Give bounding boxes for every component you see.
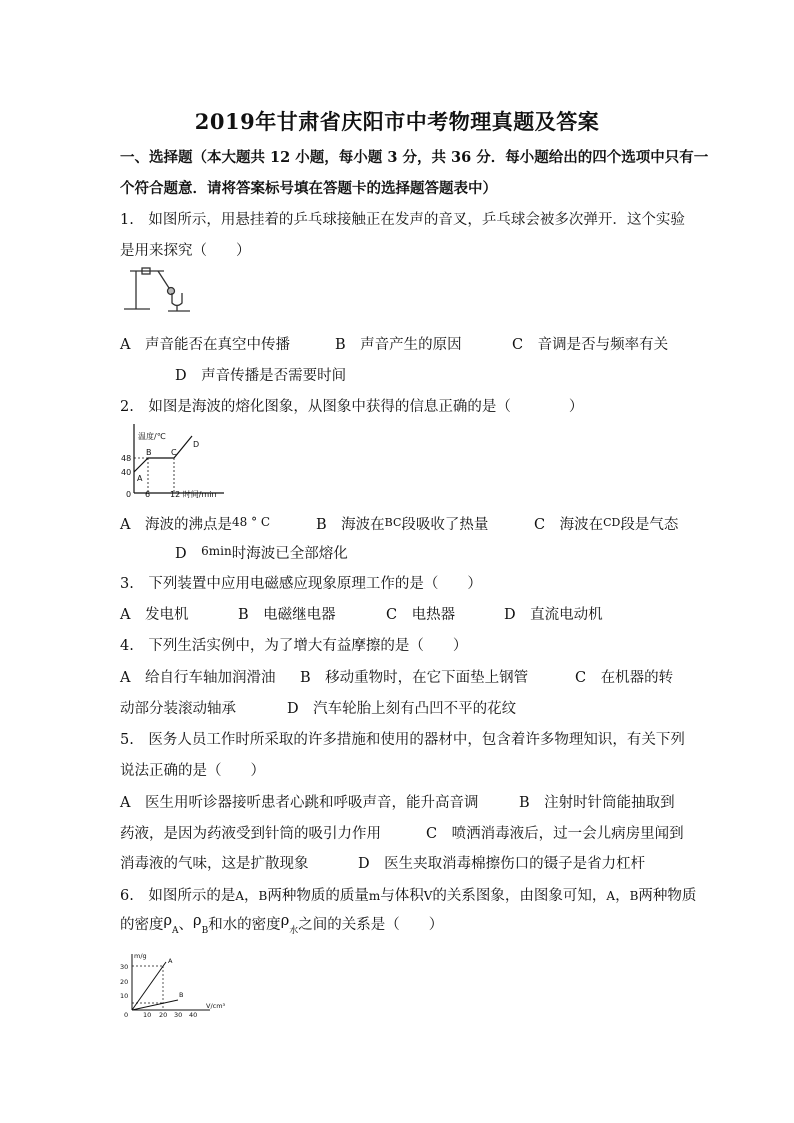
melting-tick-6: 6 bbox=[145, 490, 151, 499]
q2-option-d-text: D bbox=[175, 546, 202, 562]
q5-stem-line2: 说法正确的是（ ） bbox=[120, 763, 265, 779]
q2-option-c-var: CD bbox=[603, 516, 621, 529]
q2-option-c-post: 段是气态 bbox=[620, 517, 679, 533]
q3-option-b: B 电磁继电器 bbox=[238, 607, 336, 623]
mv-tick-y10: 10 bbox=[120, 992, 129, 1000]
mv-tick-x30: 30 bbox=[174, 1011, 183, 1019]
mv-tick-x10: 10 bbox=[143, 1011, 152, 1019]
q2-option-a bbox=[120, 513, 270, 534]
mv-x-label: V/cm³ bbox=[206, 1002, 226, 1010]
melting-point-b: B bbox=[146, 448, 152, 457]
mass-volume-graph bbox=[118, 950, 234, 1020]
q2-option-b-post: 段吸收了热量 bbox=[401, 517, 489, 533]
q3-option-c: C 电热器 bbox=[386, 607, 456, 623]
q2-option-d-var: 6min bbox=[201, 544, 232, 558]
tuning-fork-figure bbox=[120, 263, 200, 313]
q5-stem-line1: 5. 医务人员工作时所采取的许多措施和使用的器材中，包含着许多物理知识，有关下列 bbox=[120, 732, 685, 748]
q6-sub-w: 水 bbox=[289, 925, 299, 936]
mv-y-label: m/g bbox=[134, 952, 147, 960]
suspension-string bbox=[158, 271, 169, 288]
q4-stem: 4. 下列生活实例中，为了增大有益摩擦的是（ ） bbox=[120, 638, 468, 654]
melting-point-d: D bbox=[193, 440, 200, 449]
section-header-line2: 个符合题意．请将答案标号填在答题卡的选择题答题表中） bbox=[120, 180, 497, 197]
mv-origin: 0 bbox=[124, 1011, 129, 1019]
q6-rho-b: ρ bbox=[193, 913, 202, 929]
q6-text4: 两种物质 bbox=[638, 888, 697, 904]
q2-option-d-post: 时海波已全部熔化 bbox=[231, 546, 348, 562]
q2-option-c bbox=[534, 513, 678, 534]
q1-stem-line2: 是用来探究（ ） bbox=[120, 243, 251, 259]
q6-stem-line2 bbox=[120, 913, 443, 936]
section-header-line1: 一、选择题（本大题共 12 小题，每小题 3 分，共 36 分．每小题给出的四个选项中只有一 bbox=[120, 149, 709, 166]
q2-option-a-value: 48 ° C bbox=[231, 515, 271, 529]
q2-option-d bbox=[175, 542, 348, 563]
q6-rho-w: ρ bbox=[280, 913, 290, 929]
mv-label-a: A bbox=[168, 957, 173, 965]
mv-tick-y30: 30 bbox=[120, 963, 129, 971]
q6-stem-pre: 6. 如图所示的是 bbox=[120, 888, 236, 904]
q1-stem-line1: 1. 如图所示，用悬挂着的乒乓球接触正在发声的音叉，乒乓球会被多次弹开．这个实验 bbox=[120, 212, 685, 228]
q2-option-c-text: C 海波在 bbox=[534, 517, 604, 533]
q6-stem-line1 bbox=[120, 884, 696, 905]
q6-var-v: V bbox=[423, 889, 433, 903]
page-title: 2019年甘肃省庆阳市中考物理真题及答案 bbox=[194, 109, 600, 134]
q5-option-c: C 喷洒消毒液后，过一会儿病房里闻到 bbox=[426, 826, 684, 842]
q6-comma1: ， bbox=[244, 888, 259, 904]
melting-curve bbox=[134, 436, 192, 472]
q3-option-a: A 发电机 bbox=[120, 607, 189, 623]
q5-option-b: B 注射时针筒能抽取到 bbox=[519, 795, 675, 811]
q1-option-d: D 声音传播是否需要时间 bbox=[175, 368, 347, 384]
q1-option-b: B 声音产生的原因 bbox=[335, 337, 462, 353]
q6-line2-pre: 的密度 bbox=[120, 917, 164, 933]
mv-tick-x20: 20 bbox=[159, 1011, 168, 1019]
q6-var-m: m bbox=[368, 889, 381, 903]
q5-option-c-cont: 消毒液的气味，这是扩散现象 bbox=[120, 856, 309, 872]
melting-point-c: C bbox=[171, 448, 177, 457]
melting-y-label: 温度/℃ bbox=[138, 432, 166, 441]
tuning-fork bbox=[172, 293, 182, 311]
melting-point-a: A bbox=[137, 474, 143, 483]
melting-tick-40: 40 bbox=[121, 468, 132, 477]
q2-option-a-text: A 海波的沸点是 bbox=[120, 517, 232, 533]
mv-line-b bbox=[132, 1000, 178, 1010]
q6-text2: 与体积 bbox=[380, 888, 424, 904]
q6-var-a: A bbox=[235, 889, 245, 903]
q6-text1: 两种物质的质量 bbox=[267, 888, 369, 904]
q5-option-d: D 医生夹取消毒棉擦伤口的镊子是省力杠杆 bbox=[358, 856, 646, 872]
q6-var-b2: B bbox=[629, 889, 639, 903]
q2-option-b-text: B 海波在 bbox=[316, 517, 385, 533]
q2-option-b bbox=[316, 513, 488, 534]
mv-label-b: B bbox=[179, 991, 184, 999]
q4-option-c: C 在机器的转 bbox=[575, 670, 674, 686]
q4-option-b: B 移动重物时，在它下面垫上钢管 bbox=[300, 670, 529, 686]
q4-option-d: D 汽车轮胎上刻有凸凹不平的花纹 bbox=[287, 701, 517, 717]
q6-text3: 的关系图象，由图象可知， bbox=[432, 888, 607, 904]
q6-comma2: ， bbox=[615, 888, 630, 904]
q2-stem: 2. 如图是海波的熔化图象，从图象中获得的信息正确的是（ ） bbox=[120, 399, 584, 415]
q6-line2-post: 之间的关系是（ ） bbox=[298, 917, 444, 933]
melting-tick-48: 48 bbox=[121, 454, 132, 463]
q6-sub-a: A bbox=[172, 925, 179, 936]
mv-tick-y20: 20 bbox=[120, 978, 129, 986]
q4-option-a: A 给自行车轴加润滑油 bbox=[120, 670, 276, 686]
q1-option-c: C 音调是否与频率有关 bbox=[512, 337, 669, 353]
q3-option-d: D 直流电动机 bbox=[504, 607, 603, 623]
q3-stem: 3. 下列装置中应用电磁感应现象原理工作的是（ ） bbox=[120, 576, 482, 592]
ping-pong-ball bbox=[168, 288, 175, 295]
melting-x-label: 12 时间/min bbox=[170, 490, 217, 499]
q6-var-a2: A bbox=[606, 889, 616, 903]
q6-sep: 、 bbox=[178, 917, 194, 933]
q4-option-c-cont: 动部分装滚动轴承 bbox=[120, 701, 236, 717]
q6-rho-a: ρ bbox=[163, 913, 173, 929]
mv-tick-x40: 40 bbox=[189, 1011, 198, 1019]
q6-var-b: B bbox=[258, 889, 268, 903]
melting-graph bbox=[120, 421, 226, 499]
q5-option-b-cont: 药液，是因为药液受到针筒的吸引力作用 bbox=[120, 826, 381, 842]
melting-origin: 0 bbox=[126, 490, 132, 499]
q6-line2-mid: 和水的密度 bbox=[208, 917, 281, 933]
q1-option-a: A 声音能否在真空中传播 bbox=[120, 337, 290, 353]
q2-option-b-var: BC bbox=[384, 516, 402, 529]
q5-option-a: A 医生用听诊器接听患者心跳和呼吸声音，能升高音调 bbox=[120, 795, 479, 811]
q6-sub-b: B bbox=[201, 925, 209, 936]
